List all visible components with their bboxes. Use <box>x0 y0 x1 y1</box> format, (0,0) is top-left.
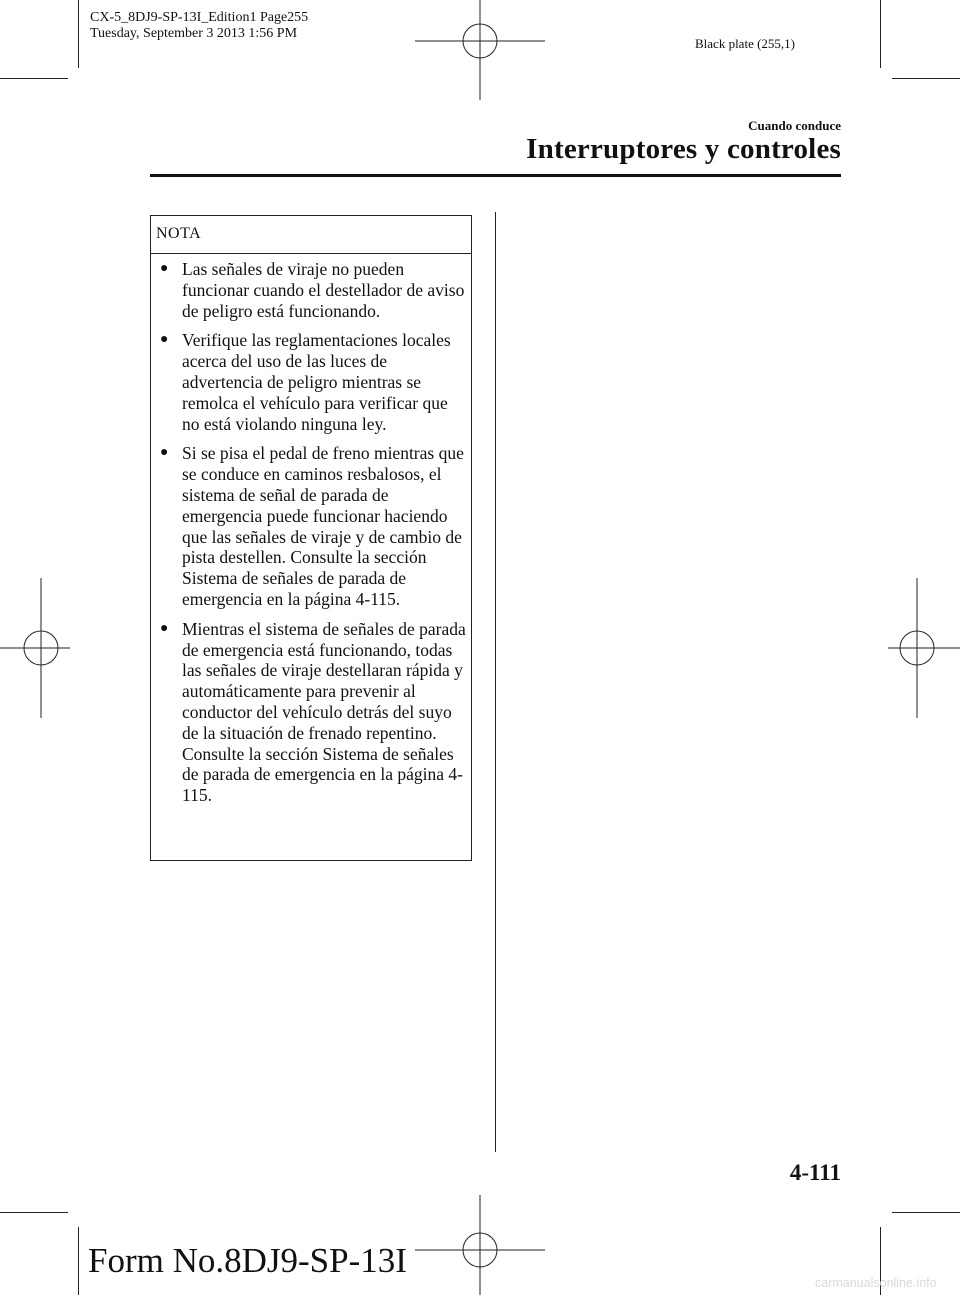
note-item-text: Si se pisa el pedal de freno mientras que se conduce en caminos resbalosos, el sistema de señal de parada de emergencia puede funcionar haciendo que las señales de viraje y de cambio de pista destellen. Consulte la sección Sistema de señales de parada de emergencia en la página 4-115. <box>182 443 464 609</box>
print-job-line: CX-5_8DJ9-SP-13I_Edition1 Page255 <box>90 10 309 25</box>
registration-mark-left <box>0 578 70 718</box>
note-item-text: Mientras el sistema de señales de parada de emergencia está funcionando, todas las señales de viraje destellaran rápida y automáticamente para prevenir al conductor del vehículo detrás del suyo de la situación de frenado repentino. Consulte la sección Sistema de señales de parada de emergencia en la página 4-115. <box>182 618 466 806</box>
note-title: NOTA <box>156 225 202 242</box>
list-item <box>156 330 466 434</box>
list-item <box>156 443 466 609</box>
print-date-line: Tuesday, September 3 2013 1:56 PM <box>90 26 298 41</box>
list-item <box>156 259 466 321</box>
chapter-label: Cuando conduce <box>748 118 841 133</box>
section-title: Interruptores y controles <box>526 133 841 165</box>
watermark: carmanualsonline.info <box>815 1276 937 1290</box>
note-header <box>151 216 471 254</box>
registration-mark-top <box>415 0 545 100</box>
plate-label: Black plate (255,1) <box>695 36 795 51</box>
note-item-text: Las señales de viraje no pueden funcionar cuando el destellador de aviso de peligro está funcionando. <box>182 259 465 321</box>
page-number: 4-111 <box>789 1160 841 1185</box>
bullet-icon: ● <box>160 620 169 636</box>
note-item-text: Verifique las reglamentaciones locales acerca del uso de las luces de advertencia de peligro mientras se remolca el vehículo para verificar que no está violando ninguna ley. <box>182 330 451 434</box>
column-divider <box>495 212 496 1152</box>
registration-mark-bottom <box>415 1195 545 1295</box>
list-item <box>156 619 466 806</box>
header-rule <box>150 174 841 177</box>
bullet-icon: ● <box>160 445 169 461</box>
form-number: Form No.8DJ9-SP-13I <box>88 1241 407 1280</box>
bullet-icon: ● <box>160 261 169 276</box>
registration-mark-right <box>888 578 960 718</box>
note-box <box>150 215 472 861</box>
note-list <box>156 259 466 815</box>
bullet-icon: ● <box>160 332 169 348</box>
